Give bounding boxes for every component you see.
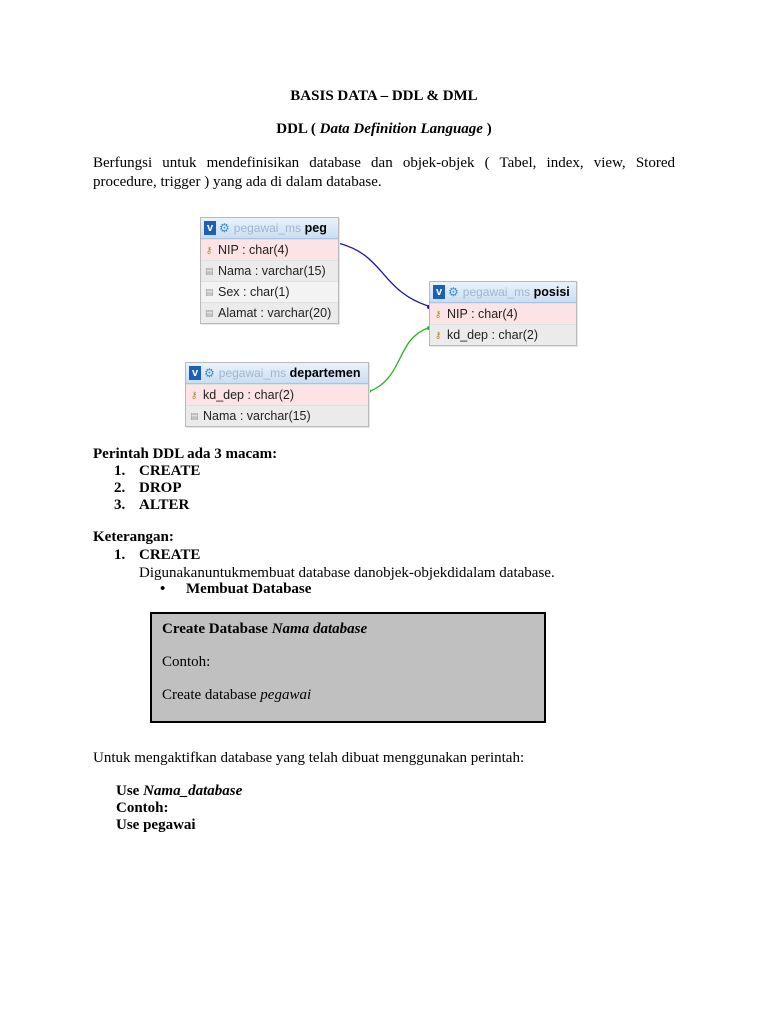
column-icon: ▤ [205, 265, 214, 276]
code-value: pegawai [260, 687, 312, 703]
column-label: kd_dep : char(2) [447, 328, 539, 342]
table-header [430, 282, 576, 303]
table-row [201, 302, 338, 323]
table-name: departemen [289, 366, 361, 380]
key-icon: ⚷ [434, 308, 442, 319]
code-line-syntax [162, 621, 367, 638]
document-title: BASIS DATA – DDL & DML [290, 88, 478, 104]
column-label: kd_dep : char(2) [203, 388, 295, 402]
list-number: 3. [114, 497, 126, 513]
create-description: Digunakanuntukmembuat database danobjek-objekdidalam database. [139, 565, 555, 581]
table-name: posisi [533, 285, 570, 299]
list-item [114, 497, 200, 514]
use-example-label: Contoh: [116, 800, 169, 816]
ddl-list [114, 463, 200, 514]
code-placeholder: Nama database [271, 621, 368, 637]
table-row [201, 239, 338, 260]
table-db-name: pegawai_ms [233, 221, 302, 235]
list-item [114, 547, 200, 564]
collapse-icon[interactable]: v [204, 221, 216, 235]
column-label: Alamat : varchar(20) [218, 306, 332, 320]
table-db-name: pegawai_ms [462, 285, 531, 299]
table-posisi[interactable] [429, 281, 577, 346]
code-line-example-label: Contoh: [162, 654, 211, 670]
code-keyword: Create database [162, 687, 261, 703]
list-label: ALTER [139, 497, 190, 513]
code-keyword: Create Database [162, 621, 272, 637]
document-subtitle [0, 121, 768, 138]
use-placeholder: Nama_database [143, 783, 243, 799]
use-keyword: Use [116, 783, 144, 799]
table-row [201, 260, 338, 281]
link-nip [338, 243, 428, 306]
link-kd-dep [368, 328, 428, 392]
bullet-item [160, 581, 311, 598]
column-label: Nama : varchar(15) [218, 264, 326, 278]
gear-icon: ⚙ [204, 366, 215, 380]
column-icon: ▤ [205, 286, 214, 297]
bullet-dot: • [160, 581, 166, 597]
table-peg[interactable] [200, 217, 339, 324]
list-number: 2. [114, 480, 126, 496]
use-syntax [116, 783, 242, 800]
table-row [186, 405, 368, 426]
table-row [201, 281, 338, 302]
list-number: 1. [114, 463, 126, 479]
bullet-label: Membuat Database [186, 581, 312, 597]
key-icon: ⚷ [205, 244, 213, 255]
activate-paragraph: Untuk mengaktifkan database yang telah dibuat menggunakan perintah: [93, 750, 525, 766]
table-header [201, 218, 338, 239]
column-label: NIP : char(4) [447, 307, 518, 321]
list-label: CREATE [139, 547, 201, 563]
collapse-icon[interactable]: v [189, 366, 201, 380]
subtitle-italic: Data Definition Language [319, 121, 483, 137]
column-label: Sex : char(1) [218, 285, 290, 299]
column-label: NIP : char(4) [218, 243, 289, 257]
intro-paragraph: Berfungsi untuk mendefinisikan database dan objek-objek ( Tabel, index, view, Stored procedure, trigger ) yang ada di dalam database. [93, 155, 675, 190]
table-db-name: pegawai_ms [218, 366, 287, 380]
list-item [114, 463, 200, 480]
subtitle-suffix: ) [482, 121, 492, 137]
er-diagram-links [0, 0, 768, 440]
column-icon: ▤ [205, 307, 214, 318]
list-item [114, 480, 200, 497]
gear-icon: ⚙ [219, 221, 230, 235]
table-departemen[interactable] [185, 362, 369, 427]
table-name: peg [304, 221, 327, 235]
table-row [186, 384, 368, 405]
table-header [186, 363, 368, 384]
key-icon: ⚷ [434, 329, 442, 340]
ket-list [114, 547, 200, 564]
use-example: Use pegawai [116, 817, 196, 833]
subtitle-prefix: DDL ( [276, 121, 320, 137]
gear-icon: ⚙ [448, 285, 459, 299]
column-label: Nama : varchar(15) [203, 409, 311, 423]
code-box [150, 612, 546, 723]
table-row [430, 303, 576, 324]
column-icon: ▤ [190, 410, 199, 421]
ddl-heading: Perintah DDL ada 3 macam: [93, 446, 278, 462]
table-row [430, 324, 576, 345]
list-number: 1. [114, 547, 126, 563]
list-label: CREATE [139, 463, 201, 479]
code-line-example [162, 687, 311, 704]
ket-heading: Keterangan: [93, 529, 174, 545]
key-icon: ⚷ [190, 389, 198, 400]
list-label: DROP [139, 480, 182, 496]
collapse-icon[interactable]: v [433, 285, 445, 299]
